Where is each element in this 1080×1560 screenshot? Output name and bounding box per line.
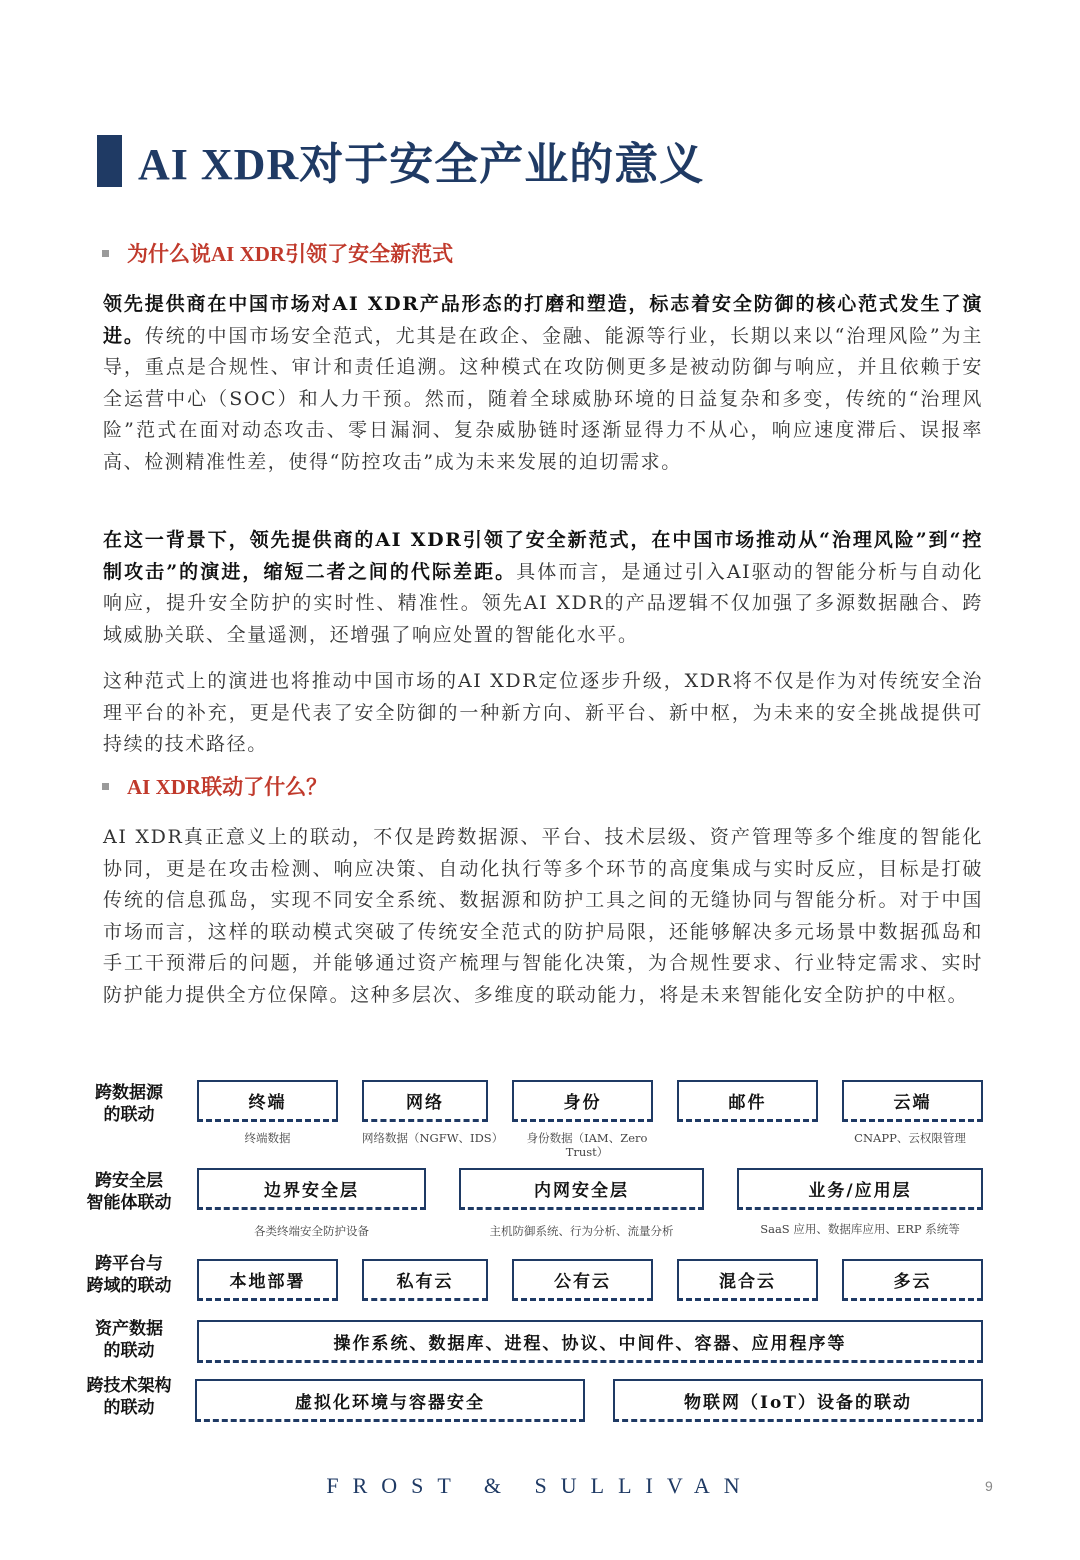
row-label-data-sources: 跨数据源 的联动 [95,1083,163,1125]
caption-perimeter: 各类终端安全防护设备 [254,1224,369,1238]
caption-endpoint: 终端数据 [244,1131,291,1145]
bullet-square-icon [102,783,109,790]
row-label-asset-data: 资产数据 的联动 [95,1319,163,1361]
paragraph-1: 领先提供商在中国市场对AI XDR产品形态的打磨和塑造，标志着安全防御的核心范式发生了演进。传统的中国市场安全范式，尤其是在政企、金融、能源等行业，长期以来以“治理风险”为主导，重点是合规性、审计和责任追溯。这种模式在攻防侧更多是被动防御与响应，并且依赖于安全运营中心（SOC）和人力干预。然而，随着全球威胁环境的日益复杂和多变，传统的“治理风险”范式在面对动态攻击、零日漏洞、复杂威胁链时逐渐显得力不从心，响应速度滞后、误报率高、检测精准性差，使得“防控攻击”成为未来发展的迫切需求。 [103,293,983,473]
box-network: 网络 [362,1080,488,1122]
section-heading-2: AI XDR联动了什么？ [102,771,327,801]
box-identity: 身份 [512,1080,653,1122]
row-label-platforms: 跨平台与 跨域的联动 [86,1254,172,1296]
bullet-square-icon [102,250,109,257]
caption-application: SaaS 应用、数据库应用、ERP 系统等 [760,1222,960,1236]
box-perimeter-layer: 边界安全层 [197,1168,426,1210]
box-cloud: 云端 [842,1080,983,1122]
caption-cloud: CNAPP、云权限管理 [854,1131,966,1145]
box-intranet-layer: 内网安全层 [459,1168,704,1210]
paragraph-3: 这种范式上的演进也将推动中国市场的AI XDR定位逐步升级，XDR将不仅是作为对传统安全治理平台的补充，更是代表了安全防御的一种新方向、新平台、新中枢，为未来的安全挑战提供可持续的技术路径。 [103,670,983,755]
box-on-premise: 本地部署 [197,1259,338,1301]
box-private-cloud: 私有云 [362,1259,488,1301]
box-endpoint: 终端 [197,1080,338,1122]
title-accent-bar [97,135,122,187]
box-multi-cloud: 多云 [842,1259,983,1301]
paragraph-2: 在这一背景下，领先提供商的AI XDR引领了安全新范式，在中国市场推动从“治理风险”到“控制攻击”的演进，缩短二者之间的代际差距。具体而言，是通过引入AI驱动的智能分析与自动化响应，提升安全防护的实时性、精准性。领先AI XDR的产品逻辑不仅加强了多源数据融合、跨域威胁关联、全量遥测，还增强了响应处置的智能化水平。 [103,529,983,646]
box-public-cloud: 公有云 [512,1259,653,1301]
caption-identity: 身份数据（IAM、Zero Trust） [526,1131,648,1159]
box-asset-components: 操作系统、数据库、进程、协议、中间件、容器、应用程序等 [197,1320,983,1363]
paragraph-4: AI XDR真正意义上的联动，不仅是跨数据源、平台、技术层级、资产管理等多个维度的智能化协同，更是在攻击检测、响应决策、自动化执行等多个环节的高度集成与实时反应，目标是打破传统的信息孤岛，实现不同安全系统、数据源和防护工具之间的无缝协同与智能分析。对于中国市场而言，这样的联动模式突破了传统安全范式的防护局限，还能够解决多元场景中数据孤岛和手工干预滞后的问题，并能够通过资产梳理与智能化决策，为合规性要求、行业特定需求、实时防护能力提供全方位保障。这种多层次、多维度的联动能力，将是未来智能化安全防护的中枢。 [103,826,983,1006]
section-heading-1: 为什么说AI XDR引领了安全新范式 [102,238,453,268]
box-application-layer: 业务/应用层 [737,1168,983,1210]
page-title: AI XDR对于安全产业的意义 [138,140,705,189]
page-number: 9 [985,1478,993,1494]
caption-network: 网络数据（NGFW、IDS） [362,1131,504,1145]
box-virtualization-container: 虚拟化环境与容器安全 [195,1379,585,1422]
box-email: 邮件 [677,1080,818,1122]
caption-intranet: 主机防御系统、行为分析、流量分析 [489,1224,674,1238]
row-label-tech-architecture: 跨技术架构 的联动 [86,1376,172,1418]
footer-brand-logo: FROST & SULLIVAN [326,1473,754,1498]
row-label-security-layers: 跨安全层 智能体联动 [86,1171,172,1213]
box-hybrid-cloud: 混合云 [677,1259,818,1301]
box-iot-devices: 物联网（IoT）设备的联动 [613,1379,983,1422]
